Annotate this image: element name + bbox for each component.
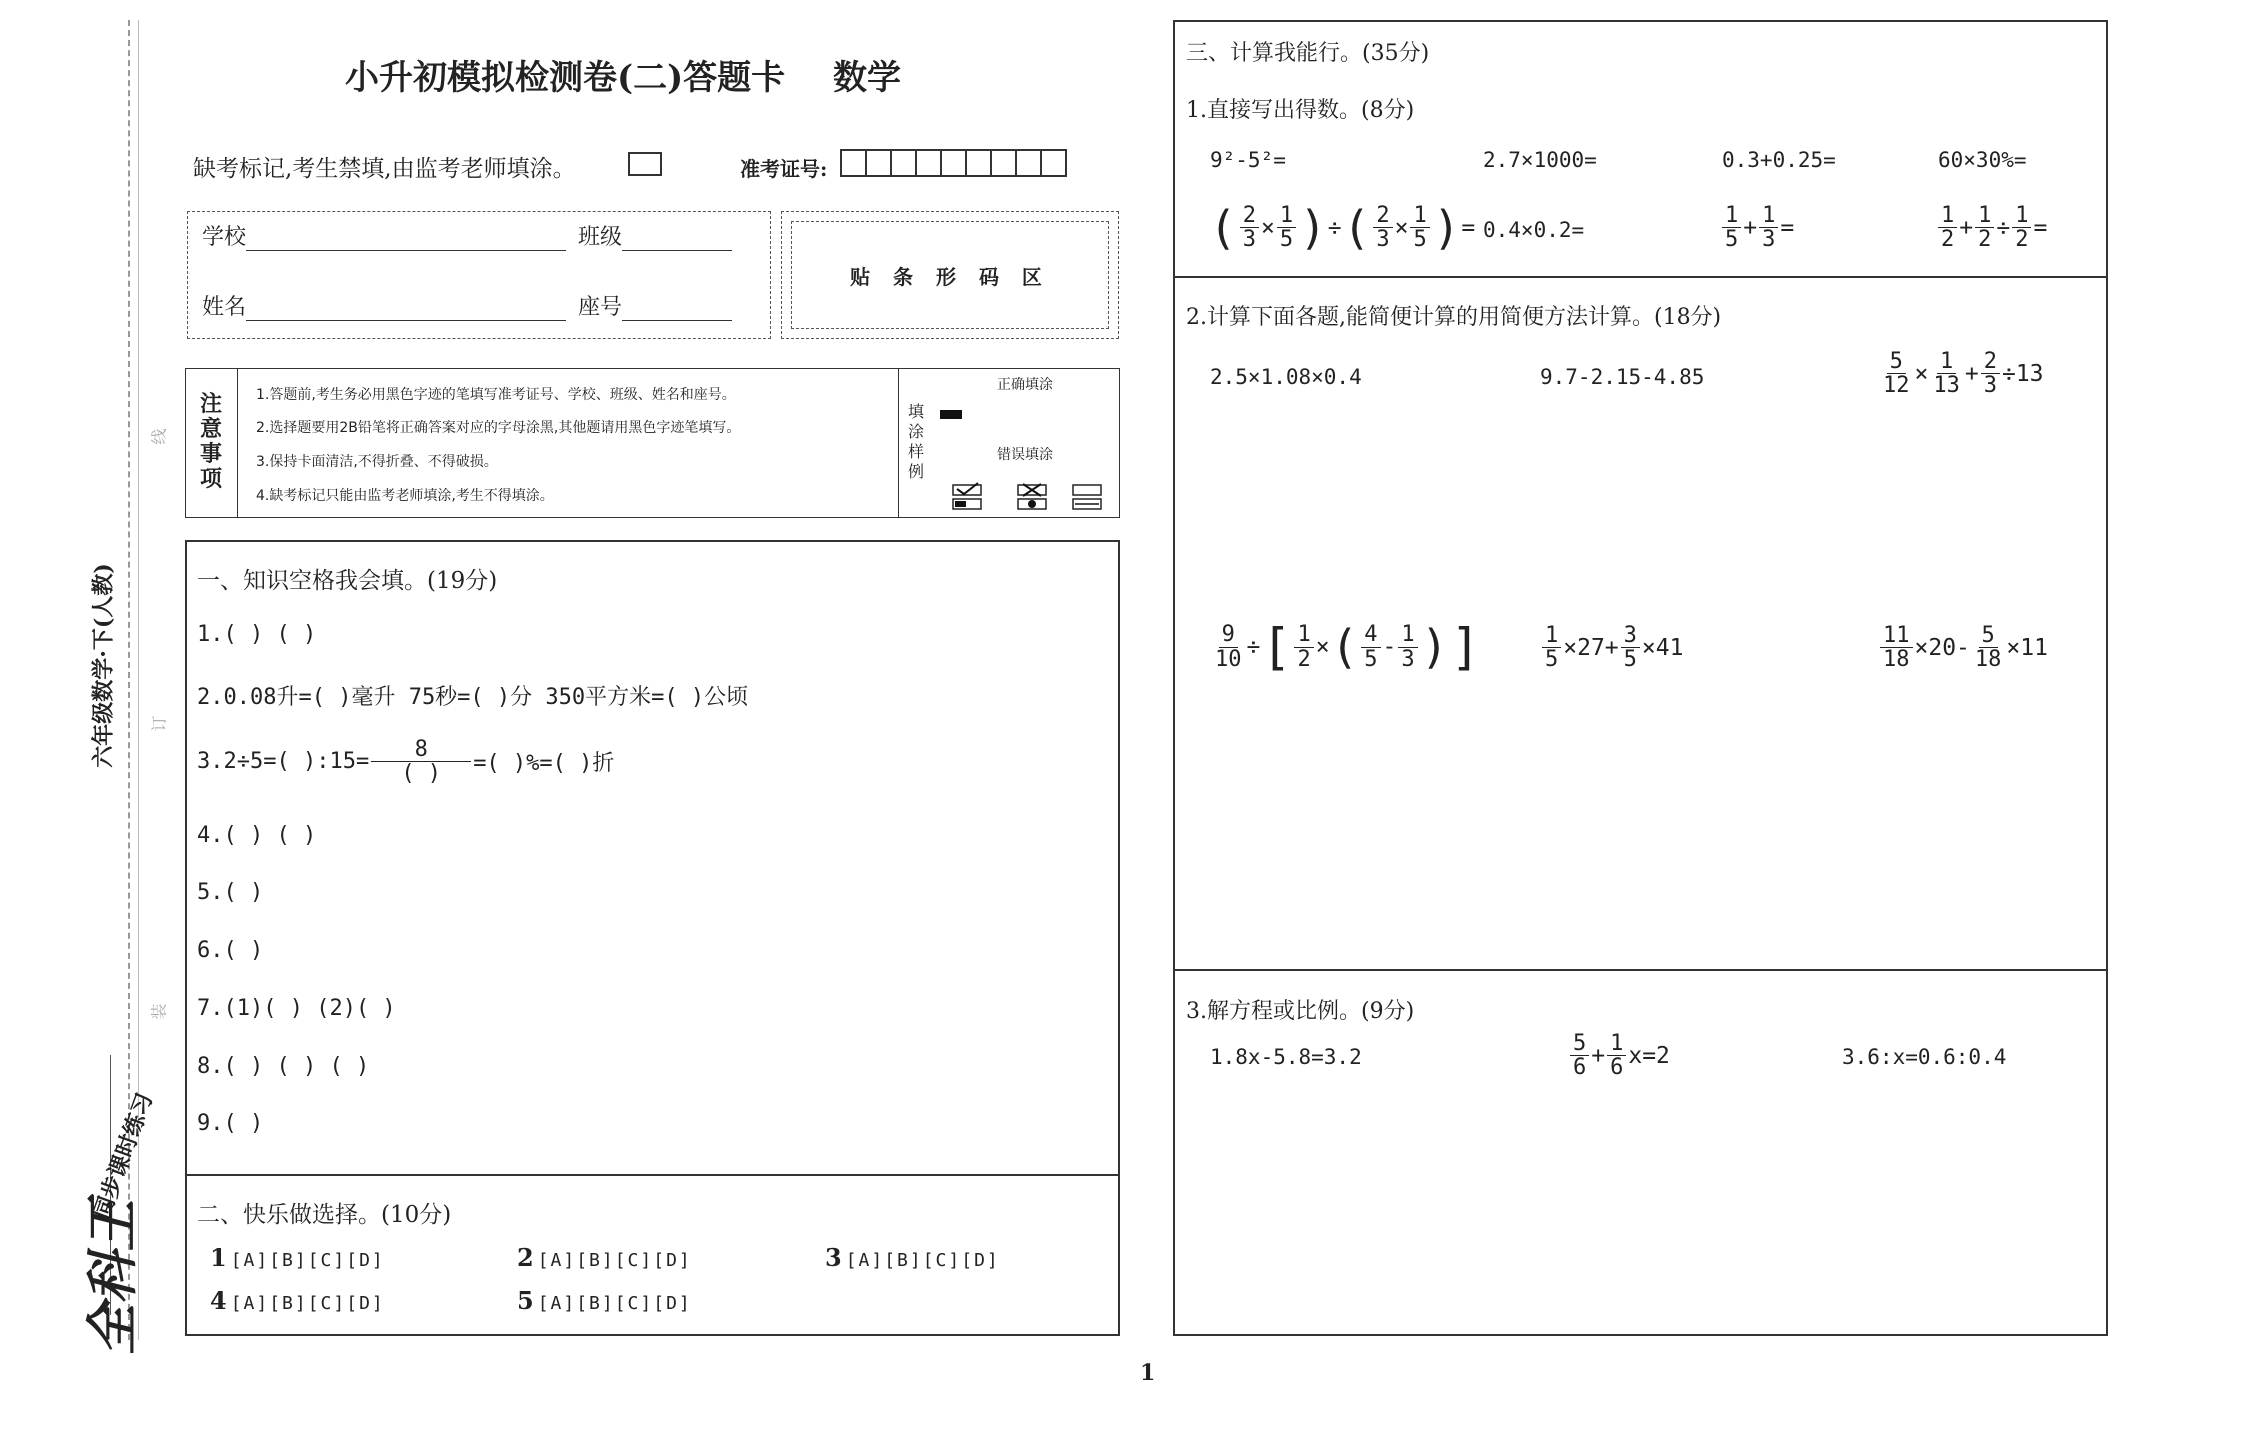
notice-item: 1.答题前,考生务必用黑色字迹的笔填写准考证号、学校、班级、姓名和座号。 bbox=[256, 387, 736, 403]
s1-line-5[interactable]: 5.( ) bbox=[197, 880, 264, 905]
binding-char-line: 线 bbox=[149, 428, 169, 445]
s1-line-3-start: 3.2÷5=( ):15= bbox=[197, 749, 370, 775]
part3-title: 3.解方程或比例。(9分) bbox=[1186, 999, 1415, 1024]
s1-line-7[interactable]: 7.(1)( ) (2)( ) bbox=[197, 996, 396, 1021]
p3-equation: 3.6:x=0.6:0.4 bbox=[1842, 1045, 2007, 1069]
p1-item: 2.7×1000= bbox=[1483, 148, 1597, 172]
wrong-label: 错误填涂 bbox=[997, 447, 1053, 463]
ticket-number-cells[interactable] bbox=[842, 149, 1067, 177]
s3-divider-2 bbox=[1173, 969, 2108, 971]
p1-item: 0.4×0.2= bbox=[1483, 218, 1585, 242]
choice-5[interactable] bbox=[517, 1286, 692, 1315]
choice-number: 3 bbox=[825, 1243, 842, 1272]
s1-line-3-rest: =( )%=( )折 bbox=[473, 751, 615, 777]
binding-char-bind: 装 bbox=[149, 1003, 169, 1020]
choice-4[interactable] bbox=[210, 1286, 385, 1315]
choice-options[interactable]: [A][B][C][D] bbox=[537, 1250, 692, 1271]
school-field[interactable] bbox=[202, 220, 566, 251]
binding-char-fold: 订 bbox=[149, 715, 169, 732]
choice-number: 1 bbox=[210, 1243, 227, 1272]
s1-line-1[interactable]: 1.( ) ( ) bbox=[197, 622, 317, 647]
page-number: 1 bbox=[1140, 1360, 1156, 1386]
ticket-cell[interactable] bbox=[840, 149, 867, 177]
s1-line-3-fraction bbox=[371, 738, 471, 785]
school-label: 学校 bbox=[202, 225, 247, 250]
ticket-cell[interactable] bbox=[1015, 149, 1042, 177]
notice-item: 4.缺考标记只能由监考老师填涂,考生不得填涂。 bbox=[256, 488, 554, 504]
notice-item: 2.选择题要用2B铅笔将正确答案对应的字母涂黑,其他题请用黑色字迹笔填写。 bbox=[256, 420, 741, 436]
frac-den: ( ) bbox=[401, 761, 442, 787]
choice-number: 4 bbox=[210, 1286, 227, 1315]
seat-label: 座号 bbox=[578, 295, 623, 320]
s1-line-6[interactable]: 6.( ) bbox=[197, 938, 264, 963]
choice-2[interactable] bbox=[517, 1243, 692, 1272]
notice-divider-left bbox=[237, 368, 238, 518]
class-field[interactable] bbox=[578, 220, 732, 251]
notice-item: 3.保持卡面清洁,不得折叠、不得破损。 bbox=[256, 454, 498, 470]
absence-mark-box[interactable] bbox=[628, 152, 662, 176]
p3-equation-fraction: $\frac{5}{6}$ + $\frac{1}{6}$ x=2 bbox=[1568, 1032, 1670, 1079]
section2-divider bbox=[185, 1174, 1120, 1176]
ticket-cell[interactable] bbox=[940, 149, 967, 177]
s1-line-9[interactable]: 9.( ) bbox=[197, 1111, 264, 1136]
choice-options[interactable]: [A][B][C][D] bbox=[845, 1250, 1000, 1271]
section2-title: 二、快乐做选择。(10分) bbox=[197, 1202, 452, 1228]
p1-item: 60×30%= bbox=[1938, 148, 2027, 172]
p1-item: 0.3+0.25= bbox=[1722, 148, 1836, 172]
s1-line-4[interactable]: 4.( ) ( ) bbox=[197, 823, 317, 848]
p2-item-fraction-2: $\frac{9}{10}$ ÷ [ $\frac{1}{2}$ × ( $\frac{4}{5}$ - $\frac{1}{3}$ ) ] bbox=[1215, 618, 1481, 676]
ticket-cell[interactable] bbox=[965, 149, 992, 177]
book-label: 六年级数学·下(人教) bbox=[90, 563, 117, 768]
p2-item-fraction-4: $\frac{11}{18}$ ×20- $\frac{5}{18}$ ×11 bbox=[1878, 624, 2048, 671]
ticket-cell[interactable] bbox=[990, 149, 1017, 177]
s1-line-2[interactable]: 2.0.08升=( )毫升 75秒=( )分 350平方米=( )公顷 bbox=[197, 685, 749, 710]
part2-title: 2.计算下面各题,能简便计算的用简便方法计算。(18分) bbox=[1186, 305, 1722, 330]
brand-sub: 同步课时练习 bbox=[89, 1089, 159, 1223]
barcode-area bbox=[791, 221, 1109, 329]
choice-1[interactable] bbox=[210, 1243, 385, 1272]
p1-item-fraction-sum: $\frac{1}{5}$ + $\frac{1}{3}$ = bbox=[1720, 204, 1794, 251]
wrong-sample-partial-icon bbox=[1072, 482, 1102, 512]
notice-divider-right bbox=[898, 368, 899, 518]
ticket-cell[interactable] bbox=[915, 149, 942, 177]
title-text: 小升初模拟检测卷(二)答题卡 bbox=[345, 58, 786, 98]
p1-item-fraction-mixed: $\frac{1}{2}$ + $\frac{1}{2}$ ÷ $\frac{1}{2}$ = bbox=[1936, 204, 2047, 251]
p3-equation: 1.8x-5.8=3.2 bbox=[1210, 1045, 1362, 1069]
seat-field[interactable] bbox=[578, 290, 732, 321]
ticket-cell[interactable] bbox=[1040, 149, 1067, 177]
ticket-cell[interactable] bbox=[890, 149, 917, 177]
sample-label: 填涂样例 bbox=[908, 402, 925, 481]
ticket-cell[interactable] bbox=[865, 149, 892, 177]
choice-3[interactable] bbox=[825, 1243, 1000, 1272]
p1-item: 9²-5²= bbox=[1210, 148, 1286, 172]
correct-sample-mark bbox=[940, 410, 962, 419]
barcode-label: 贴 条 形 码 区 bbox=[850, 264, 1050, 289]
p2-item-fraction-3: $\frac{1}{5}$ ×27+ $\frac{3}{5}$ ×41 bbox=[1540, 624, 1683, 671]
section1-title: 一、知识空格我会填。(19分) bbox=[197, 568, 498, 594]
s3-divider-1 bbox=[1173, 276, 2108, 278]
name-label: 姓名 bbox=[202, 295, 247, 320]
wrong-sample-check-icon bbox=[952, 482, 982, 512]
wrong-sample-cross-icon bbox=[1017, 482, 1047, 512]
p1-item-fraction-expr: ( $\frac{2}{3}$ × $\frac{1}{5}$ ) ÷ ( $\frac{2}{3}$ × $\frac{1}{5}$ ) = bbox=[1209, 200, 1476, 255]
choice-options[interactable]: [A][B][C][D] bbox=[230, 1250, 385, 1271]
part1-title: 1.直接写出得数。(8分) bbox=[1186, 98, 1415, 123]
frac-num: 8 bbox=[371, 738, 471, 762]
brand-logo: 全科王 bbox=[82, 1199, 144, 1356]
correct-label: 正确填涂 bbox=[997, 377, 1053, 393]
page-title bbox=[345, 50, 901, 99]
absence-note: 缺考标记,考生禁填,由监考老师填涂。 bbox=[193, 156, 576, 182]
ticket-label: 准考证号: bbox=[740, 157, 828, 181]
section3-title: 三、计算我能行。(35分) bbox=[1186, 41, 1430, 66]
p2-item-fraction-1: $\frac{5}{12}$ × $\frac{1}{13}$ + $\frac{2}{3}$ ÷13 bbox=[1883, 349, 2044, 399]
choice-options[interactable]: [A][B][C][D] bbox=[537, 1293, 692, 1314]
notice-label: 注意事项 bbox=[200, 391, 223, 492]
p2-item: 2.5×1.08×0.4 bbox=[1210, 365, 1362, 389]
choice-number: 2 bbox=[517, 1243, 534, 1272]
choice-number: 5 bbox=[517, 1286, 534, 1315]
s1-line-8[interactable]: 8.( ) ( ) ( ) bbox=[197, 1054, 370, 1079]
class-label: 班级 bbox=[578, 225, 623, 250]
name-field[interactable] bbox=[202, 290, 566, 321]
choice-options[interactable]: [A][B][C][D] bbox=[230, 1293, 385, 1314]
s1-line-3[interactable] bbox=[197, 738, 614, 785]
p2-item: 9.7-2.15-4.85 bbox=[1540, 365, 1705, 389]
subject-text: 数学 bbox=[833, 58, 902, 98]
